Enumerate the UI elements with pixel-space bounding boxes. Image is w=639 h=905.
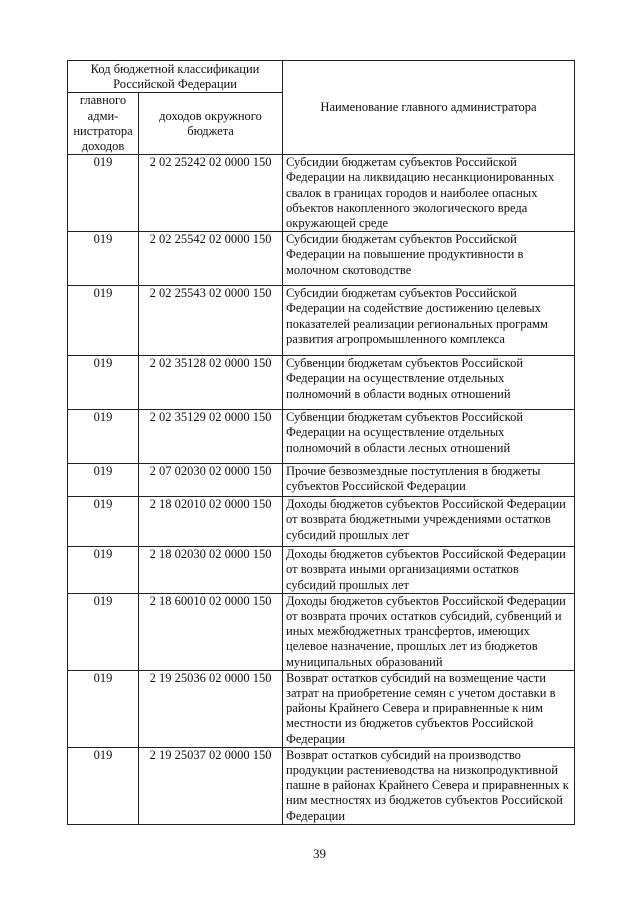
admin-code-cell: 019 xyxy=(68,547,139,594)
header-col-code: доходов окружного бюджета xyxy=(139,93,283,155)
table-row xyxy=(68,155,575,232)
budget-code-cell: 2 02 35129 02 0000 150 xyxy=(139,410,283,464)
administrator-name-cell: Субсидии бюджетам субъектов Российской Федерации на содействие достижению целевых показателей реализации региональных программ развития агропромышленного комплекса xyxy=(283,286,575,356)
budget-code-cell: 2 02 25542 02 0000 150 xyxy=(139,232,283,286)
admin-code-cell: 019 xyxy=(68,747,139,824)
budget-classification-table xyxy=(67,60,575,825)
administrator-name-cell: Субсидии бюджетам субъектов Российской Федерации на повышение продуктивности в молочном скотоводстве xyxy=(283,232,575,286)
admin-code-cell: 019 xyxy=(68,286,139,356)
header-col-admin: главного адми-нистратора доходов xyxy=(68,93,139,155)
admin-code-cell: 019 xyxy=(68,410,139,464)
budget-code-cell: 2 02 25543 02 0000 150 xyxy=(139,286,283,356)
table-row xyxy=(68,464,575,497)
administrator-name-cell: Субвенции бюджетам субъектов Российской Федерации на осуществление отдельных полномочий в области лесных отношений xyxy=(283,410,575,464)
admin-code-cell: 019 xyxy=(68,593,139,670)
table-row xyxy=(68,670,575,747)
page-number: 39 xyxy=(313,846,326,861)
admin-code-cell: 019 xyxy=(68,497,139,547)
table-row xyxy=(68,286,575,356)
header-group-title: Код бюджетной классификации Российской Федерации xyxy=(68,61,283,93)
budget-code-cell: 2 18 60010 02 0000 150 xyxy=(139,593,283,670)
budget-code-cell: 2 07 02030 02 0000 150 xyxy=(139,464,283,497)
table-row xyxy=(68,497,575,547)
administrator-name-cell: Возврат остатков субсидий на возмещение части затрат на приобретение семян с учетом доставки в районы Крайнего Севера и приравненные к ним местности из бюджетов субъектов Российской Федерации xyxy=(283,670,575,747)
budget-code-cell: 2 18 02030 02 0000 150 xyxy=(139,547,283,594)
table-row xyxy=(68,232,575,286)
administrator-name-cell: Доходы бюджетов субъектов Российской Федерации от возврата прочих остатков субсидий, субвенций и иных межбюджетных трансфертов, имеющих целевое назначение, прошлых лет из бюджетов муниципальных образований xyxy=(283,593,575,670)
admin-code-cell: 019 xyxy=(68,232,139,286)
table-row xyxy=(68,356,575,410)
table-row xyxy=(68,593,575,670)
administrator-name-cell: Прочие безвозмездные поступления в бюджеты субъектов Российской Федерации xyxy=(283,464,575,497)
budget-code-cell: 2 19 25037 02 0000 150 xyxy=(139,747,283,824)
table-row xyxy=(68,410,575,464)
table-row xyxy=(68,547,575,594)
administrator-name-cell: Субвенции бюджетам субъектов Российской Федерации на осуществление отдельных полномочий в области водных отношений xyxy=(283,356,575,410)
budget-code-cell: 2 02 35128 02 0000 150 xyxy=(139,356,283,410)
admin-code-cell: 019 xyxy=(68,356,139,410)
budget-code-cell: 2 19 25036 02 0000 150 xyxy=(139,670,283,747)
administrator-name-cell: Доходы бюджетов субъектов Российской Федерации от возврата иными организациями остатков субсидий прошлых лет xyxy=(283,547,575,594)
header-row-1 xyxy=(68,61,575,93)
budget-code-cell: 2 02 25242 02 0000 150 xyxy=(139,155,283,232)
table-row xyxy=(68,747,575,824)
budget-code-cell: 2 18 02010 02 0000 150 xyxy=(139,497,283,547)
administrator-name-cell: Возврат остатков субсидий на производство продукции растениеводства на низкопродуктивной пашне в районах Крайнего Севера и приравненных к ним местностях из бюджетов субъектов Российской Федерации xyxy=(283,747,575,824)
header-col-name: Наименование главного администратора xyxy=(283,61,575,155)
admin-code-cell: 019 xyxy=(68,155,139,232)
admin-code-cell: 019 xyxy=(68,670,139,747)
admin-code-cell: 019 xyxy=(68,464,139,497)
administrator-name-cell: Субсидии бюджетам субъектов Российской Федерации на ликвидацию несанкционированных свалок в границах городов и наиболее опасных объектов накопленного экологического вреда окружающей среде xyxy=(283,155,575,232)
administrator-name-cell: Доходы бюджетов субъектов Российской Федерации от возврата бюджетными учреждениями остатков субсидий прошлых лет xyxy=(283,497,575,547)
